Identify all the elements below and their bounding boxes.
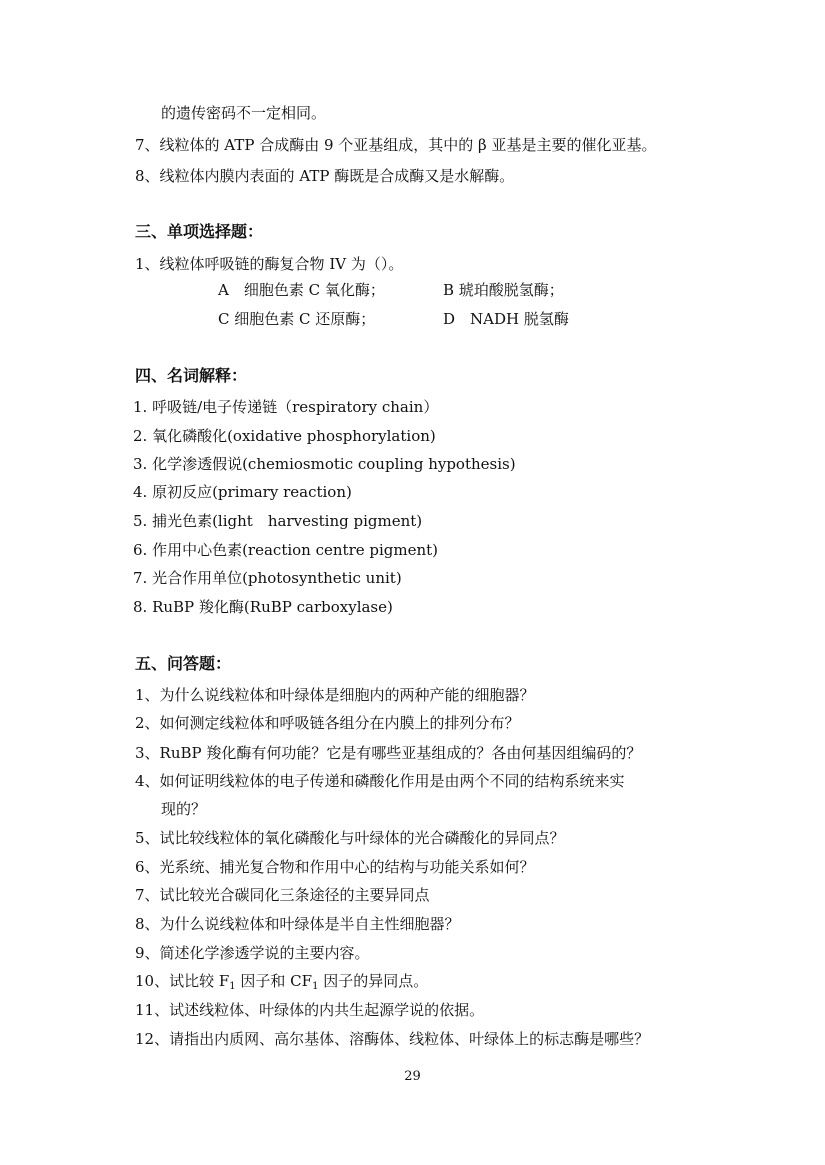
statement-8: 8、线粒体内膜内表面的 ATP 酶既是合成酶又是水解酶。 (135, 167, 515, 185)
choice-question-1: 1、线粒体呼吸链的酶复合物 IV 为（）。 (135, 255, 404, 273)
continuation-line: 的遗传密码不一定相同。 (161, 104, 327, 122)
subscript: 1 (312, 981, 319, 992)
term-item: 5. 捕光色素(light harvesting pigment) (133, 512, 423, 530)
q10-text-start: 10、试比较 F (135, 972, 230, 990)
statement-7: 7、线粒体的 ATP 合成酶由 9 个亚基组成，其中的 β 亚基是主要的催化亚基。 (135, 136, 657, 154)
q10-text-middle: 因子和 CF (235, 972, 313, 990)
term-item: 8. RuBP 羧化酶(RuBP carboxylase) (133, 598, 393, 616)
term-item: 1. 呼吸链/电子传递链（respiratory chain） (133, 398, 439, 416)
essay-question-7: 7、试比较光合碳同化三条途径的主要异同点 (135, 886, 430, 904)
essay-question-3: 3、RuBP 羧化酶有何功能？它是有哪些亚基组成的？各由何基因组编码的？ (135, 744, 642, 762)
section-5-title: 五、问答题： (135, 654, 232, 673)
essay-question-10 (135, 971, 428, 997)
essay-question-6: 6、光系统、捕光复合物和作用中心的结构与功能关系如何？ (135, 858, 535, 876)
option-a: A 细胞色素 C 氧化酶； (218, 281, 385, 299)
essay-question-4: 4、如何证明线粒体的电子传递和磷酸化作用是由两个不同的结构系统来实 (135, 772, 625, 790)
essay-question-5: 5、试比较线粒体的氧化磷酸化与叶绿体的光合磷酸化的异同点？ (135, 829, 565, 847)
essay-question-2: 2、如何测定线粒体和呼吸链各组分在内膜上的排列分布？ (135, 714, 520, 732)
subscript: 1 (229, 981, 236, 992)
essay-question-12: 12、请指出内质网、高尔基体、溶酶体、线粒体、叶绿体上的标志酶是哪些？ (135, 1030, 650, 1048)
essay-question-4-continued: 现的？ (161, 800, 207, 818)
essay-question-8: 8、为什么说线粒体和叶绿体是半自主性细胞器？ (135, 915, 460, 933)
option-c: C 细胞色素 C 还原酶； (218, 310, 376, 328)
essay-question-11: 11、试述线粒体、叶绿体的内共生起源学说的依据。 (135, 1001, 485, 1019)
term-item: 7. 光合作用单位(photosynthetic unit) (133, 569, 402, 587)
option-b: B 琥珀酸脱氢酶； (443, 281, 564, 299)
essay-question-9: 9、简述化学渗透学说的主要内容。 (135, 944, 370, 962)
essay-question-1: 1、为什么说线粒体和叶绿体是细胞内的两种产能的细胞器？ (135, 686, 535, 704)
option-d: D NADH 脱氢酶 (443, 310, 569, 328)
term-item: 6. 作用中心色素(reaction centre pigment) (133, 541, 439, 559)
term-item: 3. 化学渗透假说(chemiosmotic coupling hypothesis) (133, 455, 516, 473)
section-3-title: 三、单项选择题： (135, 222, 264, 241)
term-item: 2. 氧化磷酸化(oxidative phosphorylation) (133, 427, 436, 445)
term-item: 4. 原初反应(primary reaction) (133, 483, 352, 501)
q10-text-end: 因子的异同点。 (318, 972, 429, 990)
page-number: 29 (404, 1069, 421, 1084)
section-4-title: 四、名词解释： (135, 366, 248, 385)
